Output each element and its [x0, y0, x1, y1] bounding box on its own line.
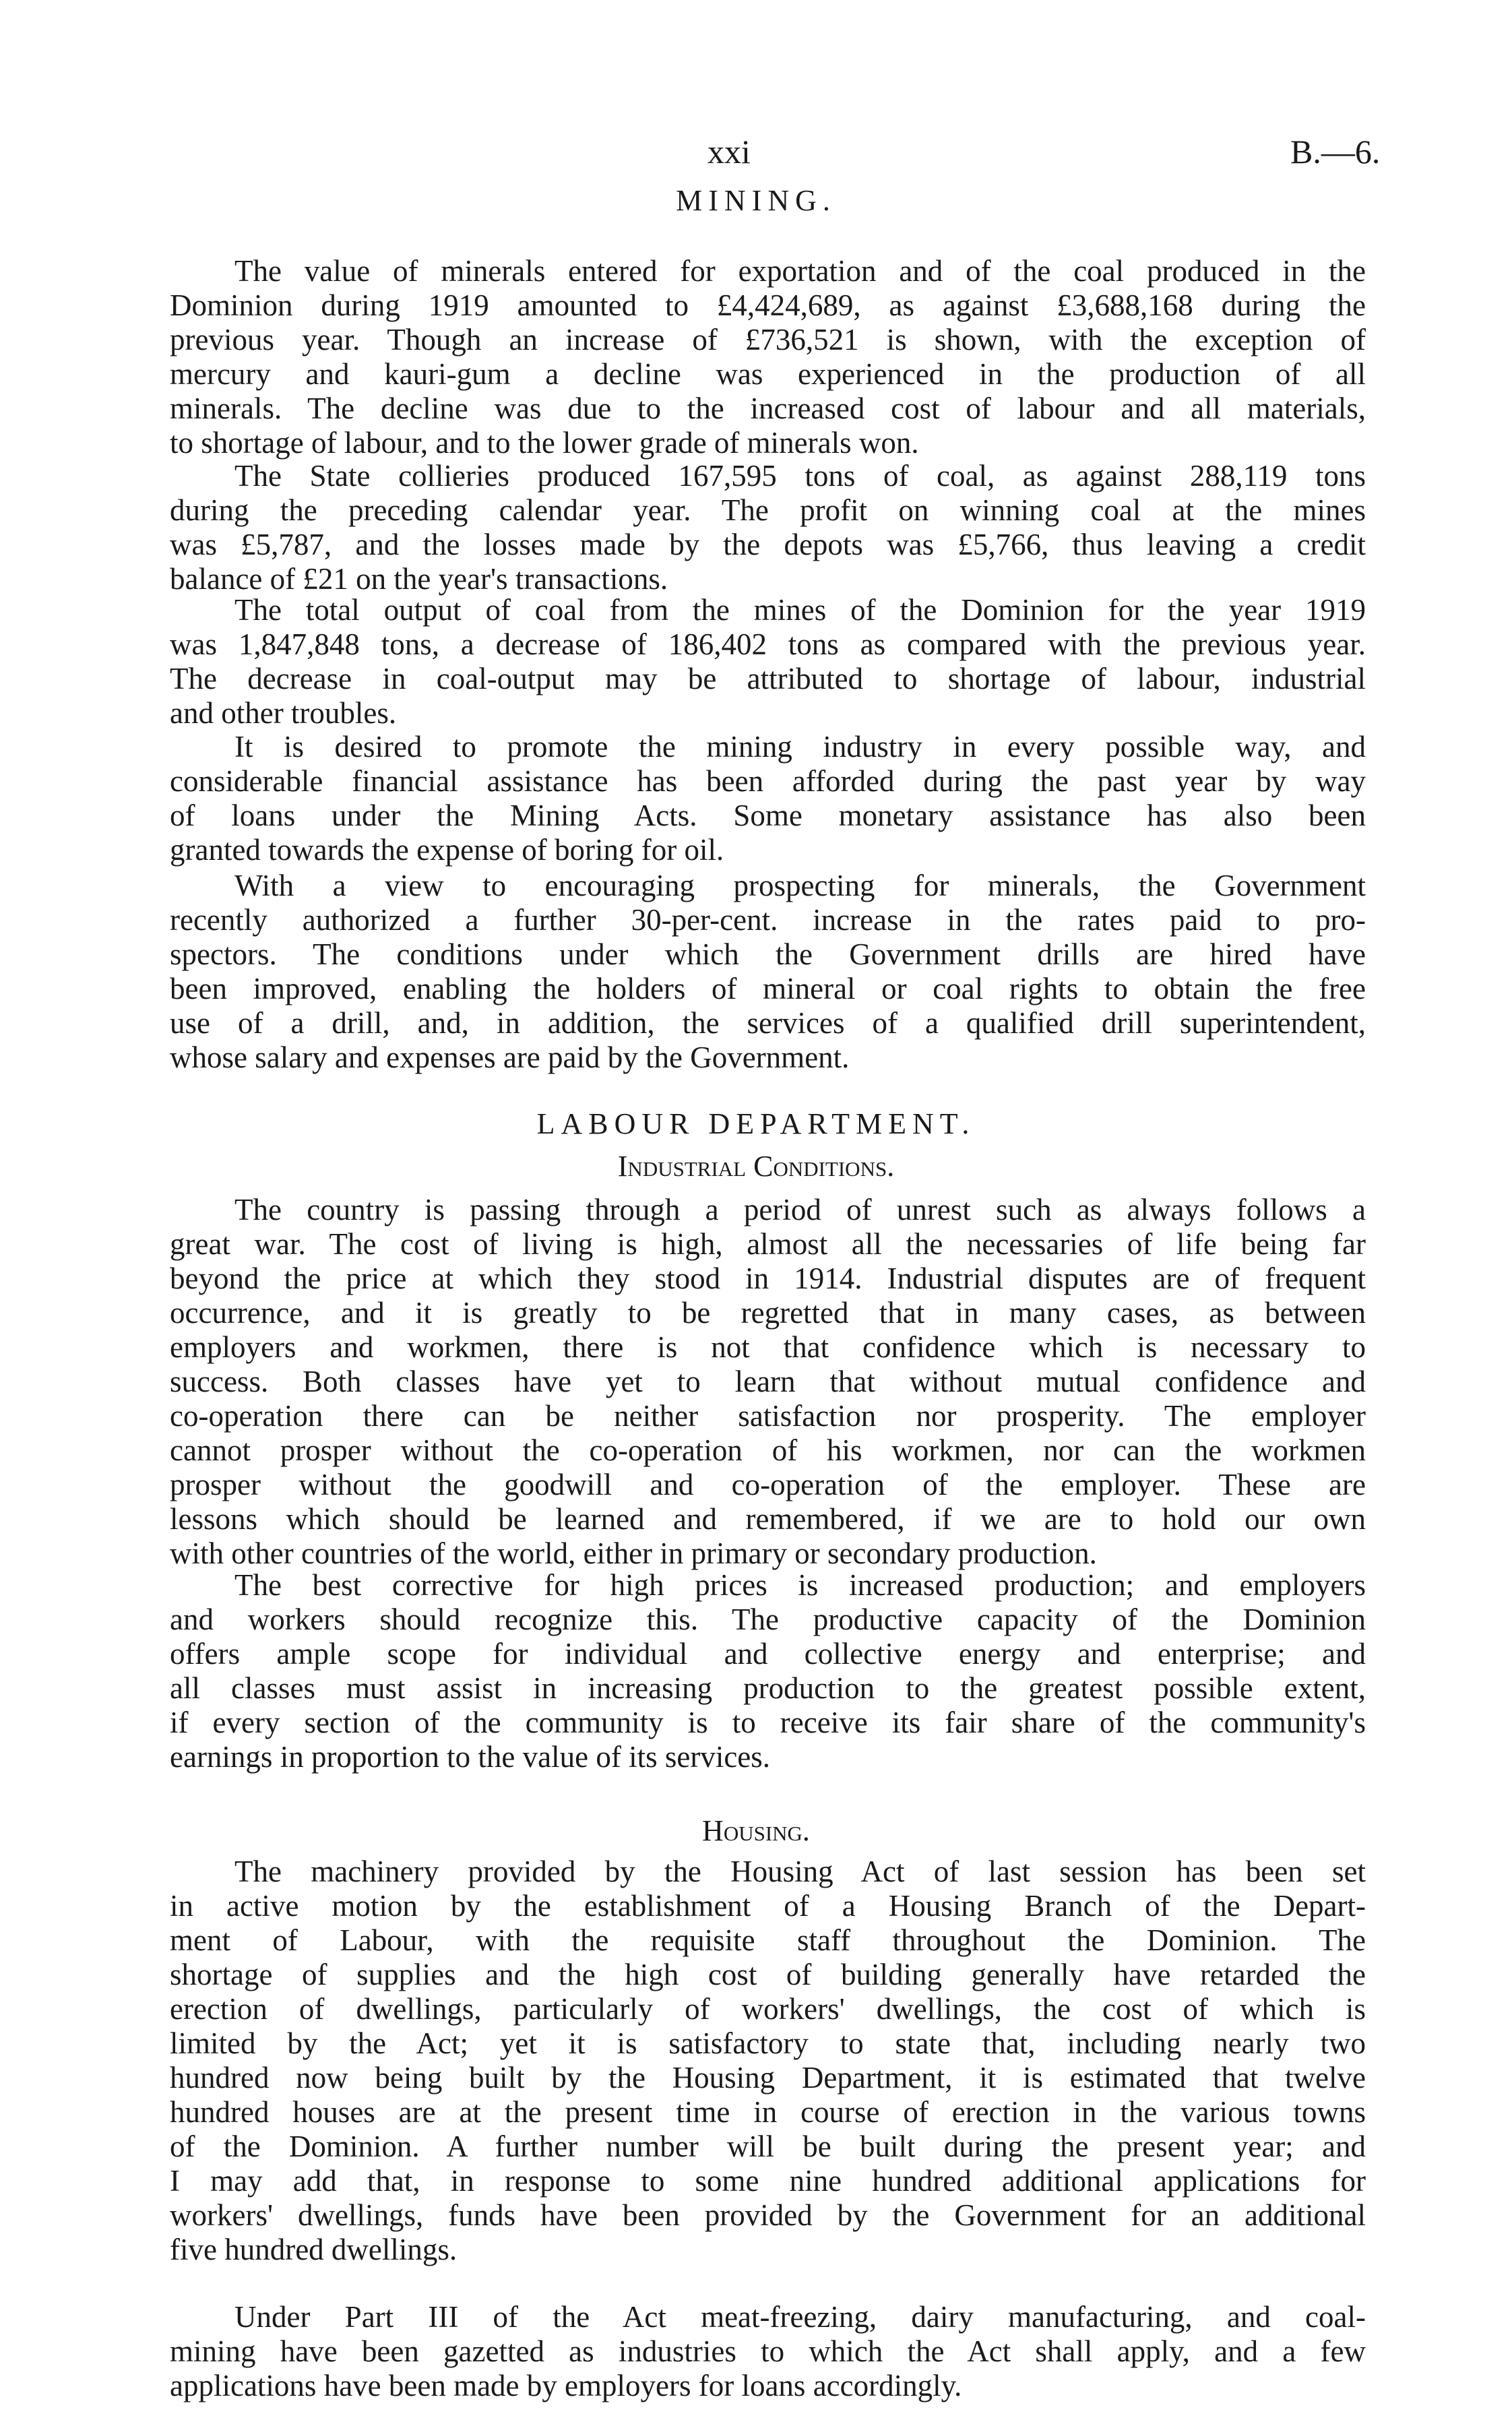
text-line: The machinery provided by the Housing Act of last session has been set	[234, 1855, 1366, 1888]
text-line: use of a drill, and, in addition, the services of a qualified drill superintendent,	[170, 1006, 1366, 1040]
text-line: offers ample scope for individual and collective energy and enterprise; and	[170, 1637, 1366, 1671]
paragraph	[170, 459, 1366, 596]
text-line: co-operation there can be neither satisfaction nor prosperity. The employer	[170, 1399, 1366, 1433]
text-line: considerable financial assistance has been afforded during the past year by way	[170, 764, 1366, 798]
subheading-housing: Housing.	[702, 1814, 810, 1847]
text-line: applications have been made by employers for loans accordingly.	[170, 2369, 962, 2402]
text-line: five hundred dwellings.	[170, 2233, 458, 2266]
text-line: and other troubles.	[170, 696, 397, 730]
paragraph	[170, 869, 1366, 1075]
text-line: With a view to encouraging prospecting for minerals, the Government	[234, 869, 1366, 902]
page-number: xxi	[707, 133, 751, 170]
text-line: with other countries of the world, either in primary or secondary production.	[170, 1537, 1097, 1570]
paragraph	[170, 730, 1366, 867]
text-line: success. Both classes have yet to learn that without mutual confidence and	[170, 1365, 1366, 1398]
text-line: shortage of supplies and the high cost of building generally have retarded the	[170, 1958, 1366, 1991]
text-line: been improved, enabling the holders of mineral or coal rights to obtain the free	[170, 972, 1366, 1005]
text-line: whose salary and expenses are paid by the Government.	[170, 1041, 850, 1074]
text-line: The value of minerals entered for exportation and of the coal produced in the	[234, 254, 1366, 288]
text-line: during the preceding calendar year. The profit on winning coal at the mines	[170, 493, 1366, 527]
text-line: mercury and kauri-gum a decline was experienced in the production of all	[170, 357, 1366, 391]
text-line: to shortage of labour, and to the lower grade of minerals won.	[170, 426, 919, 460]
text-line: limited by the Act; yet it is satisfactory to state that, including nearly two	[170, 2026, 1366, 2060]
paragraph	[170, 254, 1366, 460]
text-line: was £5,787, and the losses made by the depots was £5,766, thus leaving a credit	[170, 528, 1366, 561]
text-line: workers' dwellings, funds have been provided by the Government for an additional	[170, 2198, 1366, 2232]
paragraph	[170, 1855, 1366, 2267]
text-line: balance of £21 on the year's transactions.	[170, 562, 668, 596]
text-line: previous year. Though an increase of £736,521 is shown, with the exception of	[170, 323, 1366, 356]
text-line: The decrease in coal-output may be attributed to shortage of labour, industrial	[170, 662, 1366, 695]
text-line: hundred houses are at the present time in course of erection in the various towns	[170, 2095, 1366, 2129]
text-line: earnings in proportion to the value of its services.	[170, 1740, 771, 1774]
text-line: hundred now being built by the Housing Department, it is estimated that twelve	[170, 2061, 1366, 2095]
text-line: occurrence, and it is greatly to be regretted that in many cases, as between	[170, 1296, 1366, 1330]
text-line: great war. The cost of living is high, almost all the necessaries of life being far	[170, 1227, 1366, 1261]
text-line: beyond the price at which they stood in 1914. Industrial disputes are of frequent	[170, 1262, 1366, 1295]
paragraph	[170, 1568, 1366, 1774]
paragraph	[170, 2300, 1366, 2403]
text-line: and workers should recognize this. The productive capacity of the Dominion	[170, 1603, 1366, 1636]
text-line: The country is passing through a period of unrest such as always follows a	[234, 1193, 1366, 1227]
text-line: of loans under the Mining Acts. Some monetary assistance has also been	[170, 799, 1366, 832]
text-line: employers and workmen, there is not that confidence which is necessary to	[170, 1330, 1366, 1364]
text-line: in active motion by the establishment of a Housing Branch of the Depart-	[170, 1889, 1366, 1923]
text-line: spectors. The conditions under which the Government drills are hired have	[170, 937, 1366, 971]
document-reference: B.—6.	[1290, 133, 1381, 170]
text-line: if every section of the community is to receive its fair share of the community's	[170, 1706, 1366, 1739]
paragraph	[170, 593, 1366, 731]
text-line: mining have been gazetted as industries to which the Act shall apply, and a few	[170, 2334, 1366, 2368]
text-line: was 1,847,848 tons, a decrease of 186,402 tons as compared with the previous year.	[170, 627, 1366, 661]
paragraph	[170, 1193, 1366, 1571]
text-line: prosper without the goodwill and co-operation of the employer. These are	[170, 1468, 1366, 1501]
text-line: minerals. The decline was due to the increased cost of labour and all materials,	[170, 392, 1366, 425]
text-line: The total output of coal from the mines of the Dominion for the year 1919	[234, 593, 1366, 627]
text-line: The State collieries produced 167,595 tons of coal, as against 288,119 tons	[234, 459, 1366, 493]
text-line: It is desired to promote the mining industry in every possible way, and	[234, 730, 1366, 764]
text-line: of the Dominion. A further number will be built during the present year; and	[170, 2130, 1366, 2163]
text-line: erection of dwellings, particularly of workers' dwellings, the cost of which is	[170, 1992, 1366, 2026]
text-line: I may add that, in response to some nine hundred additional applications for	[170, 2164, 1366, 2198]
text-line: ment of Labour, with the requisite staff throughout the Dominion. The	[170, 1923, 1366, 1957]
text-line: cannot prosper without the co-operation of his workmen, nor can the workmen	[170, 1433, 1366, 1467]
text-line: recently authorized a further 30-per-cent. increase in the rates paid to pro-	[170, 903, 1366, 937]
text-line: Under Part III of the Act meat-freezing, dairy manufacturing, and coal-	[234, 2300, 1366, 2334]
text-line: The best corrective for high prices is increased production; and employers	[234, 1568, 1366, 1602]
section-heading-labour: LABOUR DEPARTMENT.	[536, 1107, 976, 1140]
text-line: granted towards the expense of boring for oil.	[170, 833, 724, 867]
section-heading-mining: MINING.	[676, 184, 836, 217]
text-line: lessons which should be learned and remembered, if we are to hold our own	[170, 1502, 1366, 1536]
text-line: Dominion during 1919 amounted to £4,424,689, as against £3,688,168 during the	[170, 288, 1366, 322]
text-line: all classes must assist in increasing production to the greatest possible extent,	[170, 1671, 1366, 1705]
subheading-industrial-conditions: Industrial Conditions.	[617, 1150, 895, 1183]
